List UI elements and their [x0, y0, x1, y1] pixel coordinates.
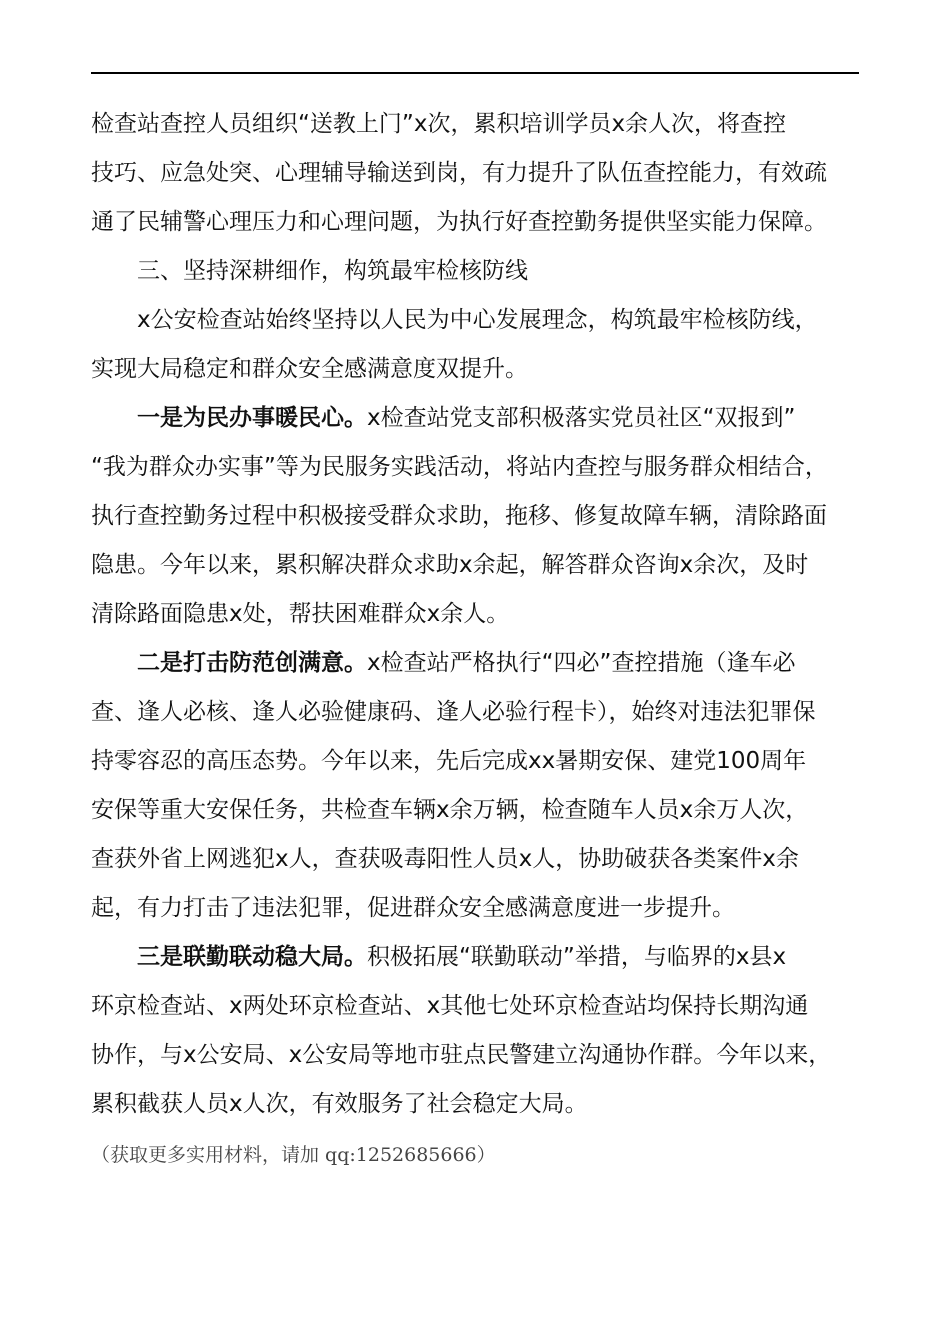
text-line: 查获外省上网逃犯x人，查获吸毒阳性人员x人，协助破获各类案件x余 — [91, 846, 799, 872]
item-first-line — [91, 394, 871, 443]
item-first-line — [91, 639, 871, 688]
item-lead-bold: 三是联勤联动稳大局。 — [137, 944, 367, 970]
item-lead-bold: 二是打击防范创满意。 — [137, 650, 367, 676]
text-line: 累积截获人员x人次，有效服务了社会稳定大局。 — [91, 1091, 588, 1117]
item-lead-rest: x检查站严格执行“四必”查控措施（逢车必 — [367, 650, 796, 676]
item-first-line — [91, 933, 871, 982]
section-heading: 三、坚持深耕细作，构筑最牢检核防线 — [137, 258, 528, 284]
text-line: 清除路面隐患x处，帮扶困难群众x余人。 — [91, 601, 510, 627]
text-line: 实现大局稳定和群众安全感满意度双提升。 — [91, 356, 528, 382]
text-line: x公安检查站始终坚持以人民为中心发展理念，构筑最牢检核防线， — [137, 307, 818, 333]
item-lead-bold: 一是为民办事暖民心。 — [137, 405, 367, 431]
text-line: 查、逢人必核、逢人必验健康码、逢人必验行程卡），始终对违法犯罪保 — [91, 699, 816, 725]
text-line: 执行查控勤务过程中积极接受群众求助，拖移、修复故障车辆，清除路面 — [91, 503, 827, 529]
text-line: 协作，与x公安局、x公安局等地市驻点民警建立沟通协作群。今年以来， — [91, 1042, 832, 1068]
text-line: 通了民辅警心理压力和心理问题，为执行好查控勤务提供坚实能力保障。 — [91, 209, 827, 235]
header-rule — [91, 72, 859, 74]
text-line: 技巧、应急处突、心理辅导输送到岗，有力提升了队伍查控能力，有效疏 — [91, 160, 827, 186]
text-line: 起，有力打击了违法犯罪，促进群众安全感满意度进一步提升。 — [91, 895, 735, 921]
text-line: “我为群众办实事”等为民服务实践活动，将站内查控与服务群众相结合， — [91, 454, 828, 480]
document-body — [91, 100, 871, 1129]
text-line: 隐患。今年以来，累积解决群众求助x余起，解答群众咨询x余次，及时 — [91, 552, 809, 578]
text-line: 环京检查站、x两处环京检查站、x其他七处环京检查站均保持长期沟通 — [91, 993, 809, 1019]
text-line: 持零容忍的高压态势。今年以来，先后完成xx暑期安保、建党100周年 — [91, 748, 807, 774]
item-lead-rest: 积极拓展“联勤联动”举措，与临界的x县x — [367, 944, 787, 970]
footer-note: （获取更多实用材料，请加 qq:1252685666） — [91, 1144, 496, 1166]
item-lead-rest: x检查站党支部积极落实党员社区“双报到” — [367, 405, 796, 431]
text-line: 检查站查控人员组织“送教上门”x次，累积培训学员x余人次，将查控 — [91, 111, 787, 137]
text-line: 安保等重大安保任务，共检查车辆x余万辆，检查随车人员x余万人次， — [91, 797, 809, 823]
